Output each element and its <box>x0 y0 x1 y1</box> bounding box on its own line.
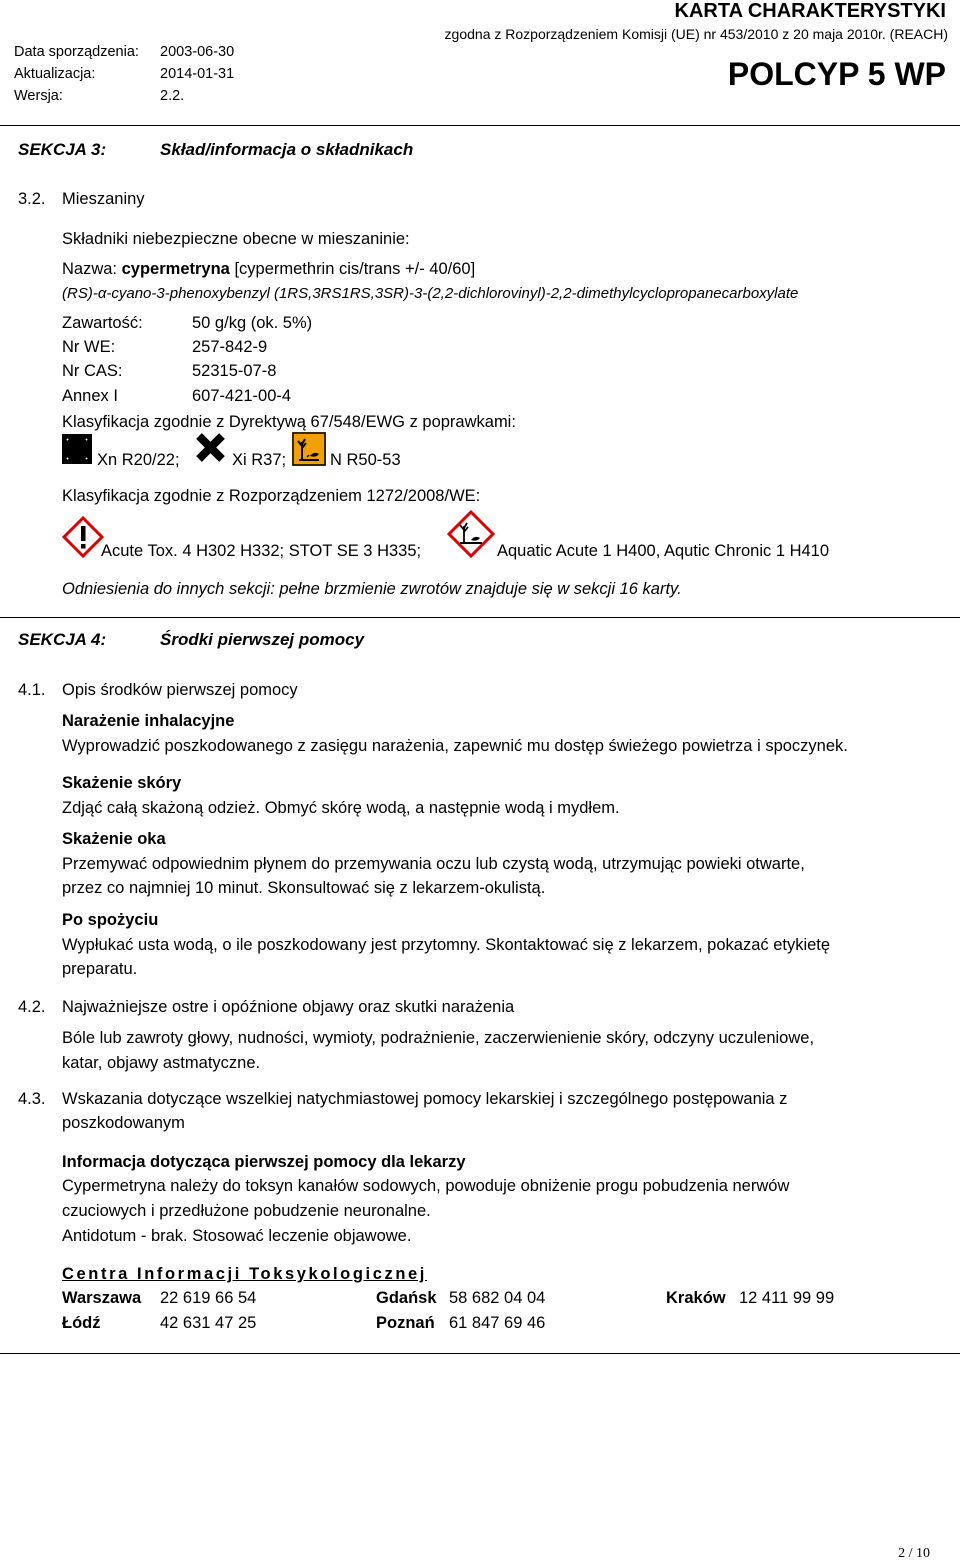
environment-hazard-icon <box>292 432 326 466</box>
dsd-classification-label: Klasyfikacja zgodnie z Dyrektywą 67/548/EWG z poprawkami: <box>62 413 516 431</box>
eye-text-line1: Przemywać odpowiednim płynem do przemywania oczu lub czystą wodą, utrzymując powieki otwarte, <box>62 855 805 873</box>
dsd-n: N R50-53 <box>330 451 401 469</box>
centre-city: Łódź <box>62 1314 101 1332</box>
annex-value: 607-421-00-4 <box>192 387 292 405</box>
symptoms-text-line1: Bóle lub zawroty głowy, nudności, wymioty, podrażnienie, zaczerwienienie skóry, odczyny uczuleniowe, <box>62 1029 815 1047</box>
eye-text-line2: przez co najmniej 10 minut. Skonsultować się z lekarzem-okulistą. <box>62 879 546 897</box>
clp-acute: Acute Tox. 4 H302 H332; STOT SE 3 H335; <box>101 542 422 560</box>
centre-city: Poznań <box>376 1314 435 1332</box>
header-divider <box>0 125 960 126</box>
sub-4-2-number: 4.2. <box>18 998 46 1016</box>
ingestion-heading: Po spożyciu <box>62 911 159 929</box>
footer-divider <box>0 1353 960 1354</box>
toxicology-centres-title: Centra Informacji Toksykologicznej <box>62 1265 427 1283</box>
name-label: Nazwa: <box>62 260 118 278</box>
sub-4-3-title-line1: Wskazania dotyczące wszelkiej natychmiastowej pomocy lekarskiej i szczególnego postępowania z <box>62 1090 788 1108</box>
sub-3-2-number: 3.2. <box>18 190 46 208</box>
name-rest: [cypermethrin cis/trans +/- 40/60] <box>234 260 476 278</box>
date-created-value: 2003-06-30 <box>160 44 235 60</box>
date-created-label: Data sporządzenia: <box>14 44 139 60</box>
doctor-info-line3: Antidotum - brak. Stosować leczenie objawowe. <box>62 1227 412 1245</box>
sub-4-3-title-line2: poszkodowanym <box>62 1114 185 1132</box>
regulation-text: zgodna z Rozporządzeniem Komisji (UE) nr 453/2010 z 20 maja 2010r. (REACH) <box>444 26 948 42</box>
clp-aquatic: Aquatic Acute 1 H400, Aqutic Chronic 1 H410 <box>497 542 830 560</box>
version-label: Wersja: <box>14 88 63 104</box>
content-value: 50 g/kg (ok. 5%) <box>192 314 313 332</box>
clp-classification-label: Klasyfikacja zgodnie z Rozporządzeniem 1272/2008/WE: <box>62 487 481 505</box>
sub-4-1-number: 4.1. <box>18 681 46 699</box>
updated-value: 2014-01-31 <box>160 66 235 82</box>
document-title: KARTA CHARAKTERYSTYKI <box>674 0 946 22</box>
centre-phone: 12 411 99 99 <box>739 1289 835 1307</box>
inhalation-heading: Narażenie inhalacyjne <box>62 712 235 730</box>
skin-heading: Skażenie skóry <box>62 774 182 792</box>
we-label: Nr WE: <box>62 338 116 356</box>
sub-3-2-title: Mieszaniny <box>62 190 145 208</box>
eye-heading: Skażenie oka <box>62 830 166 848</box>
centre-phone: 22 619 66 54 <box>160 1289 257 1307</box>
ingestion-text-line1: Wypłukać usta wodą, o ile poszkodowany jest przytomny. Skontaktować się z lekarzem, pokazać etykietę <box>62 936 831 954</box>
sub-4-2-title: Najważniejsze ostre i opóźnione objawy oraz skutki narażenia <box>62 998 515 1016</box>
centre-city: Gdańsk <box>376 1289 437 1307</box>
section3-label: SEKCJA 3: <box>18 140 107 159</box>
sub-4-3-number: 4.3. <box>18 1090 46 1108</box>
dsd-xi: Xi R37; <box>232 451 287 469</box>
we-value: 257-842-9 <box>192 338 268 356</box>
product-name: POLCYP 5 WP <box>727 56 946 92</box>
harmful-x-icon <box>62 434 92 464</box>
symptoms-text-line2: katar, objawy astmatyczne. <box>62 1054 261 1072</box>
centre-phone: 42 631 47 25 <box>160 1314 257 1332</box>
centre-city: Kraków <box>666 1289 726 1307</box>
cas-value: 52315-07-8 <box>192 362 277 380</box>
inhalation-text: Wyprowadzić poszkodowanego z zasięgu narażenia, zapewnić mu dostęp świeżego powietrza i spoczynek. <box>62 737 848 755</box>
page-number: 2 / 10 <box>898 1546 930 1561</box>
centre-phone: 61 847 69 46 <box>449 1314 546 1332</box>
doctor-info-heading: Informacja dotycząca pierwszej pomocy dla lekarzy <box>62 1153 466 1171</box>
doctor-info-line1: Cypermetryna należy do toksyn kanałów sodowych, powoduje obniżenie progu pobudzenia nerwów <box>62 1177 790 1195</box>
ingestion-text-line2: preparatu. <box>62 960 138 978</box>
environment-clp-icon <box>447 510 495 558</box>
irritant-x-icon <box>195 432 226 463</box>
section4-divider <box>0 617 960 618</box>
content-label: Zawartość: <box>62 314 143 332</box>
sub-4-1-title: Opis środków pierwszej pomocy <box>62 681 298 699</box>
centre-phone: 58 682 04 04 <box>449 1289 546 1307</box>
section4-title: Środki pierwszej pomocy <box>160 630 365 649</box>
version-value: 2.2. <box>160 88 185 104</box>
skin-text: Zdjąć całą skażoną odzież. Obmyć skórę wodą, a następnie wodą i mydłem. <box>62 799 620 817</box>
doctor-info-line2: czuciowych i przedłużone pobudzenie neuronalne. <box>62 1202 431 1220</box>
section3-title: Skład/informacja o składnikach <box>160 140 414 159</box>
iupac-name: (RS)-α-cyano-3-phenoxybenzyl (1RS,3RS1RS,3SR)-3-(2,2-dichlorovinyl)-2,2-dimethylcyclopropanecarboxylate <box>62 285 799 302</box>
cas-label: Nr CAS: <box>62 362 123 380</box>
name-bold: cypermetryna <box>121 260 230 278</box>
updated-label: Aktualizacja: <box>14 66 96 82</box>
centre-city: Warszawa <box>62 1289 142 1307</box>
exclamation-mark-icon <box>62 516 104 558</box>
dsd-xn: Xn R20/22; <box>97 451 180 469</box>
annex-label: Annex I <box>62 387 118 405</box>
substance-name-line <box>62 260 475 279</box>
section4-label: SEKCJA 4: <box>18 630 107 649</box>
hazard-intro: Składniki niebezpieczne obecne w mieszaninie: <box>62 230 410 248</box>
section-reference-note: Odniesienia do innych sekcji: pełne brzmienie zwrotów znajduje się w sekcji 16 karty. <box>62 580 682 598</box>
